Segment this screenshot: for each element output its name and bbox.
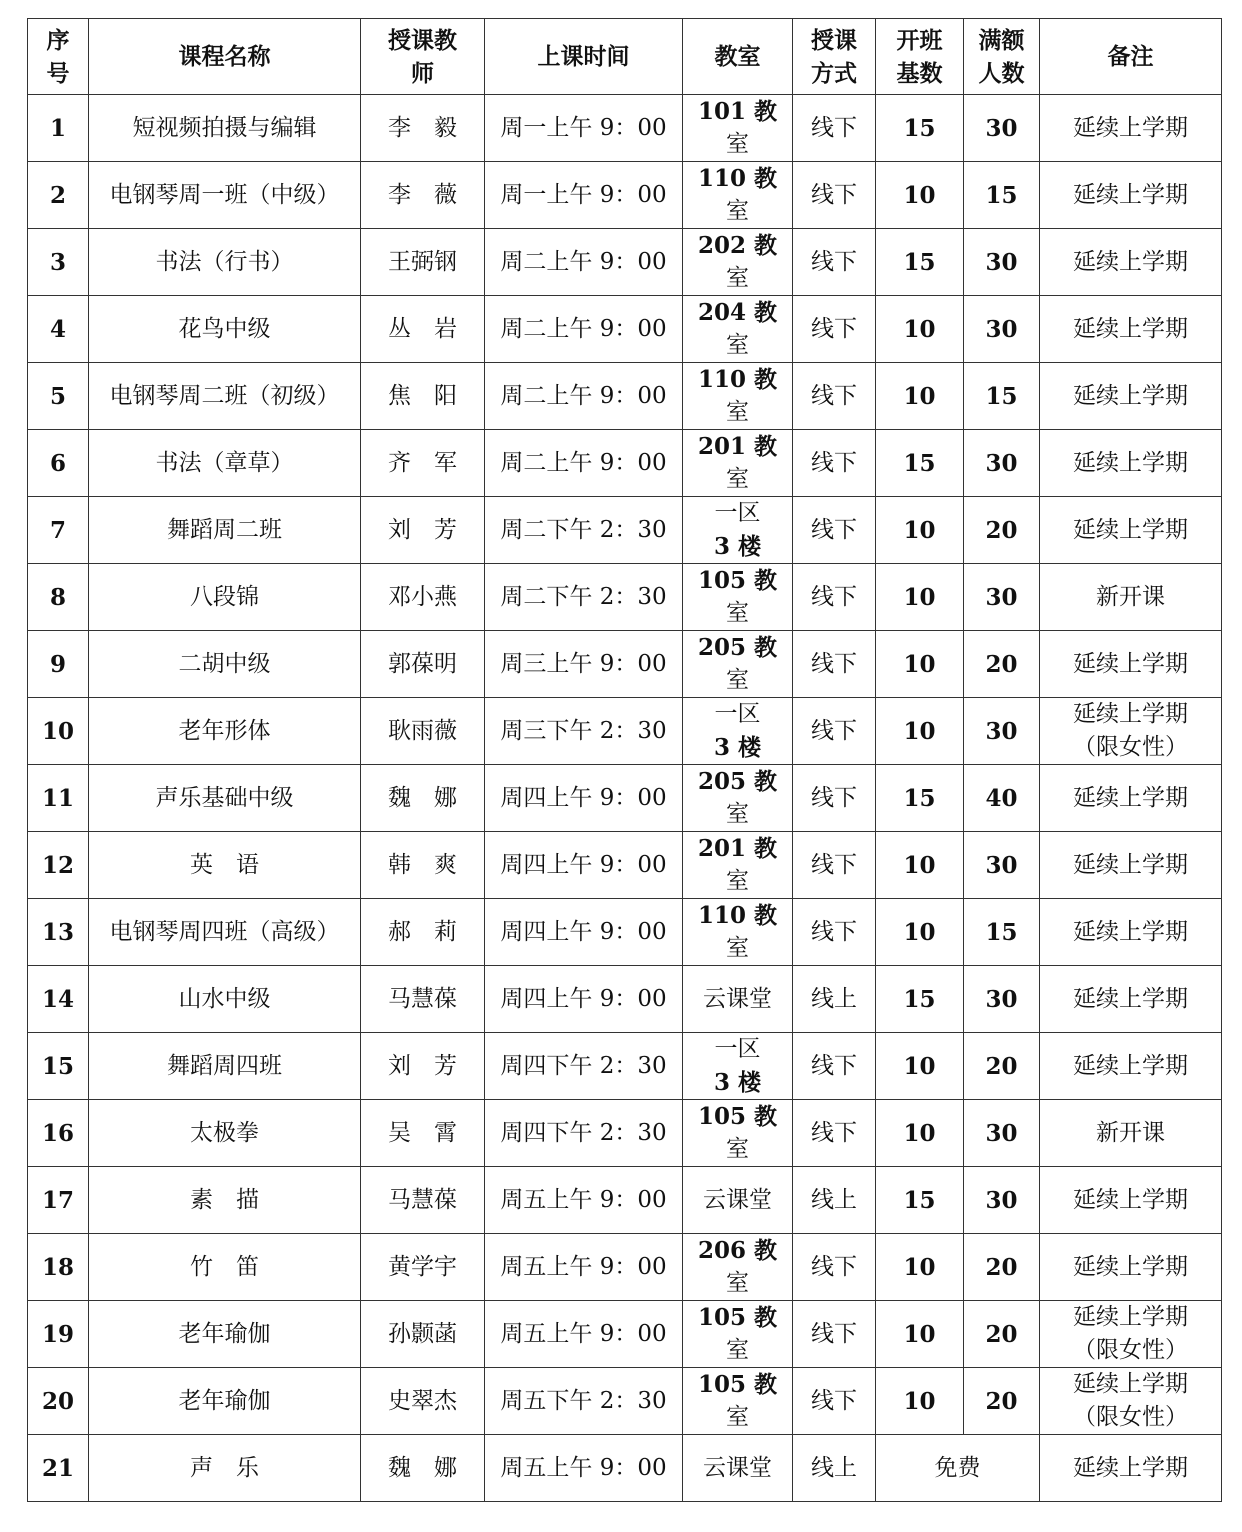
room-line: 206 教 — [697, 1237, 778, 1264]
cell-base: 10 — [876, 899, 964, 966]
header-line: 授课教 — [388, 26, 457, 54]
room-line: 110 教 — [697, 902, 778, 929]
note-line: 延续上学期 — [1073, 985, 1188, 1012]
cell-max: 20 — [964, 1368, 1040, 1435]
cell-base: 10 — [876, 162, 964, 229]
cell-course: 电钢琴周二班（初级） — [89, 363, 361, 430]
cell-time: 周五下午 2：30 — [485, 1368, 683, 1435]
room-line: 105 教 — [697, 1371, 778, 1398]
cell-note — [1040, 899, 1222, 966]
room-line: 一区 — [714, 500, 761, 526]
cell-room — [683, 899, 793, 966]
note-line: 新开课 — [1096, 583, 1165, 610]
cell-teacher: 刘 芳 — [361, 1033, 485, 1100]
note-line: 延续上学期 — [1073, 1454, 1188, 1481]
cell-teacher: 韩 爽 — [361, 832, 485, 899]
cell-merged-quota: 免费 — [876, 1435, 1040, 1502]
cell-room — [683, 564, 793, 631]
cell-time: 周四上午 9：00 — [485, 832, 683, 899]
room-line: 105 教 — [697, 567, 778, 594]
cell-teacher: 魏 娜 — [361, 1435, 485, 1502]
room-line: 云课堂 — [703, 985, 772, 1012]
cell-mode: 线上 — [793, 1435, 876, 1502]
cell-course: 竹 笛 — [89, 1234, 361, 1301]
cell-room — [683, 832, 793, 899]
room-line: 105 教 — [697, 1103, 778, 1130]
note-line: （限女性） — [1073, 1337, 1188, 1363]
room-line: 室 — [726, 332, 749, 358]
cell-time: 周五上午 9：00 — [485, 1234, 683, 1301]
room-line: 室 — [726, 600, 749, 626]
cell-note — [1040, 229, 1222, 296]
cell-room — [683, 363, 793, 430]
cell-teacher: 马慧葆 — [361, 966, 485, 1033]
cell-mode: 线下 — [793, 430, 876, 497]
cell-teacher: 焦 阳 — [361, 363, 485, 430]
header-line: 序 — [46, 26, 70, 54]
cell-teacher: 郭葆明 — [361, 631, 485, 698]
table-body — [28, 95, 1222, 1502]
cell-no: 2 — [28, 162, 89, 229]
table-row — [28, 698, 1222, 765]
cell-teacher: 郝 莉 — [361, 899, 485, 966]
cell-time: 周一上午 9：00 — [485, 95, 683, 162]
note-line: 延续上学期 — [1073, 851, 1188, 878]
cell-course: 舞蹈周二班 — [89, 497, 361, 564]
note-line: 延续上学期 — [1073, 701, 1188, 727]
cell-room — [683, 430, 793, 497]
cell-no: 10 — [28, 698, 89, 765]
room-line: 204 教 — [697, 299, 778, 326]
header-line: 授课 — [811, 26, 857, 54]
cell-base: 10 — [876, 1033, 964, 1100]
room-line: 室 — [726, 399, 749, 425]
cell-course: 素 描 — [89, 1167, 361, 1234]
note-line: 延续上学期 — [1073, 1304, 1188, 1330]
cell-mode: 线下 — [793, 229, 876, 296]
cell-note — [1040, 698, 1222, 765]
cell-room — [683, 1301, 793, 1368]
header-col-note — [1040, 19, 1222, 95]
cell-time: 周四上午 9：00 — [485, 765, 683, 832]
cell-base: 15 — [876, 229, 964, 296]
cell-no: 8 — [28, 564, 89, 631]
cell-no: 5 — [28, 363, 89, 430]
cell-room — [683, 1234, 793, 1301]
cell-room — [683, 966, 793, 1033]
note-line: （限女性） — [1073, 1404, 1188, 1430]
cell-base: 10 — [876, 497, 964, 564]
cell-note — [1040, 1368, 1222, 1435]
cell-mode: 线上 — [793, 1167, 876, 1234]
cell-teacher: 孙颢菡 — [361, 1301, 485, 1368]
cell-base: 10 — [876, 1368, 964, 1435]
header-col-teacher — [361, 19, 485, 95]
cell-note — [1040, 966, 1222, 1033]
cell-time: 周五上午 9：00 — [485, 1435, 683, 1502]
header-line: 基数 — [896, 59, 943, 87]
room-line: 室 — [726, 466, 749, 492]
header-line: 开班 — [896, 26, 943, 54]
cell-teacher: 李 毅 — [361, 95, 485, 162]
header-line: 人数 — [978, 59, 1025, 87]
cell-max: 30 — [964, 564, 1040, 631]
room-line: 室 — [726, 868, 749, 894]
note-line: 延续上学期 — [1073, 114, 1188, 141]
cell-mode: 线下 — [793, 765, 876, 832]
cell-time: 周五上午 9：00 — [485, 1167, 683, 1234]
table-row — [28, 229, 1222, 296]
cell-note — [1040, 95, 1222, 162]
cell-teacher: 王弼钢 — [361, 229, 485, 296]
room-line: 室 — [726, 198, 749, 224]
cell-room — [683, 1033, 793, 1100]
cell-mode: 线下 — [793, 1301, 876, 1368]
cell-course: 英 语 — [89, 832, 361, 899]
table-row — [28, 430, 1222, 497]
note-line: 延续上学期 — [1073, 315, 1188, 342]
cell-base: 10 — [876, 698, 964, 765]
table-row — [28, 899, 1222, 966]
room-line: 3 楼 — [713, 1069, 761, 1096]
room-line: 云课堂 — [703, 1186, 772, 1213]
cell-note — [1040, 1301, 1222, 1368]
cell-mode: 线下 — [793, 564, 876, 631]
room-line: 201 教 — [697, 835, 778, 862]
cell-base: 15 — [876, 966, 964, 1033]
cell-max: 30 — [964, 832, 1040, 899]
cell-course: 声乐基础中级 — [89, 765, 361, 832]
cell-mode: 线下 — [793, 1368, 876, 1435]
cell-note — [1040, 1167, 1222, 1234]
room-line: 一区 — [714, 1036, 761, 1062]
cell-max: 30 — [964, 1100, 1040, 1167]
cell-no: 17 — [28, 1167, 89, 1234]
cell-mode: 线下 — [793, 832, 876, 899]
cell-time: 周二上午 9：00 — [485, 296, 683, 363]
note-line: 延续上学期 — [1073, 382, 1188, 409]
cell-no: 20 — [28, 1368, 89, 1435]
cell-max: 30 — [964, 430, 1040, 497]
cell-course: 山水中级 — [89, 966, 361, 1033]
header-line: 师 — [411, 59, 434, 87]
header-col-mode — [793, 19, 876, 95]
cell-no: 15 — [28, 1033, 89, 1100]
cell-note — [1040, 631, 1222, 698]
cell-mode: 线下 — [793, 363, 876, 430]
cell-room — [683, 1435, 793, 1502]
cell-max: 40 — [964, 765, 1040, 832]
cell-course: 太极拳 — [89, 1100, 361, 1167]
note-line: 延续上学期 — [1073, 516, 1188, 543]
table-row — [28, 162, 1222, 229]
note-line: 新开课 — [1096, 1119, 1165, 1146]
cell-max: 30 — [964, 229, 1040, 296]
cell-time: 周二上午 9：00 — [485, 229, 683, 296]
note-line: 延续上学期 — [1073, 650, 1188, 677]
cell-course: 老年瑜伽 — [89, 1368, 361, 1435]
cell-mode: 线下 — [793, 899, 876, 966]
table-row — [28, 631, 1222, 698]
table-row — [28, 1167, 1222, 1234]
note-line: 延续上学期 — [1073, 1253, 1188, 1280]
cell-course: 舞蹈周四班 — [89, 1033, 361, 1100]
cell-course: 书法（章草） — [89, 430, 361, 497]
cell-time: 周四上午 9：00 — [485, 966, 683, 1033]
cell-max: 30 — [964, 296, 1040, 363]
room-line: 室 — [726, 1136, 749, 1162]
room-line: 室 — [726, 1270, 749, 1296]
room-line: 205 教 — [697, 634, 778, 661]
cell-time: 周二上午 9：00 — [485, 363, 683, 430]
cell-base: 15 — [876, 95, 964, 162]
table-row — [28, 1435, 1222, 1502]
cell-note — [1040, 832, 1222, 899]
header-col-max — [964, 19, 1040, 95]
cell-teacher: 齐 军 — [361, 430, 485, 497]
table-row — [28, 1301, 1222, 1368]
cell-course: 电钢琴周一班（中级） — [89, 162, 361, 229]
room-line: 室 — [726, 935, 749, 961]
cell-course: 花鸟中级 — [89, 296, 361, 363]
cell-teacher: 刘 芳 — [361, 497, 485, 564]
cell-course: 声 乐 — [89, 1435, 361, 1502]
header-col-base — [876, 19, 964, 95]
table-row — [28, 765, 1222, 832]
header-line: 方式 — [811, 59, 857, 87]
note-line: 延续上学期 — [1073, 918, 1188, 945]
room-line: 室 — [726, 1337, 749, 1363]
cell-course: 老年瑜伽 — [89, 1301, 361, 1368]
cell-room — [683, 765, 793, 832]
cell-teacher: 丛 岩 — [361, 296, 485, 363]
cell-mode: 线下 — [793, 1100, 876, 1167]
cell-base: 10 — [876, 1301, 964, 1368]
cell-no: 19 — [28, 1301, 89, 1368]
cell-time: 周四下午 2：30 — [485, 1100, 683, 1167]
table-row — [28, 497, 1222, 564]
cell-max: 30 — [964, 966, 1040, 1033]
cell-base: 10 — [876, 564, 964, 631]
cell-no: 6 — [28, 430, 89, 497]
cell-no: 21 — [28, 1435, 89, 1502]
room-line: 室 — [726, 1404, 749, 1430]
cell-course: 短视频拍摄与编辑 — [89, 95, 361, 162]
cell-no: 7 — [28, 497, 89, 564]
cell-no: 1 — [28, 95, 89, 162]
cell-max: 30 — [964, 95, 1040, 162]
room-line: 一区 — [714, 701, 761, 727]
header-col-no — [28, 19, 89, 95]
cell-base: 10 — [876, 363, 964, 430]
note-line: 延续上学期 — [1073, 1052, 1188, 1079]
cell-room — [683, 497, 793, 564]
cell-mode: 线下 — [793, 1033, 876, 1100]
cell-room — [683, 296, 793, 363]
header-line: 号 — [46, 59, 70, 87]
note-line: （限女性） — [1073, 734, 1188, 760]
cell-max: 20 — [964, 631, 1040, 698]
cell-time: 周四下午 2：30 — [485, 1033, 683, 1100]
room-line: 110 教 — [697, 366, 778, 393]
cell-room — [683, 229, 793, 296]
cell-time: 周二上午 9：00 — [485, 430, 683, 497]
room-line: 室 — [726, 667, 749, 693]
cell-teacher: 李 薇 — [361, 162, 485, 229]
table-row — [28, 363, 1222, 430]
cell-time: 周三上午 9：00 — [485, 631, 683, 698]
cell-time: 周五上午 9：00 — [485, 1301, 683, 1368]
room-line: 202 教 — [697, 232, 778, 259]
cell-note — [1040, 1234, 1222, 1301]
cell-base: 15 — [876, 765, 964, 832]
cell-room — [683, 698, 793, 765]
room-line: 云课堂 — [703, 1454, 772, 1481]
cell-teacher: 史翠杰 — [361, 1368, 485, 1435]
header-line: 满额 — [978, 26, 1025, 54]
cell-room — [683, 162, 793, 229]
room-line: 205 教 — [697, 768, 778, 795]
table-row — [28, 1033, 1222, 1100]
cell-note — [1040, 1100, 1222, 1167]
cell-no: 4 — [28, 296, 89, 363]
cell-room — [683, 1368, 793, 1435]
note-line: 延续上学期 — [1073, 449, 1188, 476]
cell-no: 3 — [28, 229, 89, 296]
cell-note — [1040, 430, 1222, 497]
header-line: 备注 — [1107, 43, 1154, 70]
table-row — [28, 832, 1222, 899]
cell-mode: 线下 — [793, 95, 876, 162]
cell-room — [683, 95, 793, 162]
cell-note — [1040, 1435, 1222, 1502]
cell-course: 书法（行书） — [89, 229, 361, 296]
room-line: 3 楼 — [713, 533, 761, 560]
cell-teacher: 邓小燕 — [361, 564, 485, 631]
cell-time: 周二下午 2：30 — [485, 564, 683, 631]
cell-mode: 线上 — [793, 966, 876, 1033]
cell-max: 20 — [964, 1033, 1040, 1100]
cell-max: 30 — [964, 698, 1040, 765]
note-line: 延续上学期 — [1073, 1371, 1188, 1397]
cell-course: 二胡中级 — [89, 631, 361, 698]
cell-teacher: 黄学宇 — [361, 1234, 485, 1301]
cell-max: 15 — [964, 363, 1040, 430]
cell-note — [1040, 363, 1222, 430]
cell-max: 15 — [964, 899, 1040, 966]
note-line: 延续上学期 — [1073, 784, 1188, 811]
cell-no: 18 — [28, 1234, 89, 1301]
cell-room — [683, 1167, 793, 1234]
cell-course: 电钢琴周四班（高级） — [89, 899, 361, 966]
cell-room — [683, 1100, 793, 1167]
cell-mode: 线下 — [793, 698, 876, 765]
cell-max: 15 — [964, 162, 1040, 229]
table-row — [28, 564, 1222, 631]
cell-mode: 线下 — [793, 1234, 876, 1301]
cell-teacher: 马慧葆 — [361, 1167, 485, 1234]
cell-teacher: 魏 娜 — [361, 765, 485, 832]
cell-teacher: 耿雨薇 — [361, 698, 485, 765]
cell-base: 10 — [876, 296, 964, 363]
header-line: 教室 — [714, 43, 761, 70]
room-line: 室 — [726, 801, 749, 827]
cell-no: 13 — [28, 899, 89, 966]
note-line: 延续上学期 — [1073, 181, 1188, 208]
cell-base: 15 — [876, 430, 964, 497]
header-line: 课程名称 — [178, 43, 271, 70]
cell-teacher: 吴 霄 — [361, 1100, 485, 1167]
cell-note — [1040, 162, 1222, 229]
cell-max: 30 — [964, 1167, 1040, 1234]
cell-time: 周四上午 9：00 — [485, 899, 683, 966]
note-line: 延续上学期 — [1073, 1186, 1188, 1213]
table-row — [28, 1100, 1222, 1167]
cell-mode: 线下 — [793, 296, 876, 363]
cell-time: 周三下午 2：30 — [485, 698, 683, 765]
header-col-time — [485, 19, 683, 95]
cell-no: 16 — [28, 1100, 89, 1167]
table-row — [28, 1234, 1222, 1301]
cell-mode: 线下 — [793, 497, 876, 564]
room-line: 105 教 — [697, 1304, 778, 1331]
cell-no: 14 — [28, 966, 89, 1033]
cell-mode: 线下 — [793, 162, 876, 229]
cell-room — [683, 631, 793, 698]
cell-no: 12 — [28, 832, 89, 899]
cell-max: 20 — [964, 1301, 1040, 1368]
cell-base: 10 — [876, 1100, 964, 1167]
room-line: 室 — [726, 265, 749, 291]
cell-time: 周二下午 2：30 — [485, 497, 683, 564]
cell-mode: 线下 — [793, 631, 876, 698]
room-line: 110 教 — [697, 165, 778, 192]
cell-base: 15 — [876, 1167, 964, 1234]
cell-note — [1040, 765, 1222, 832]
cell-no: 11 — [28, 765, 89, 832]
course-schedule-table — [27, 18, 1222, 1502]
cell-no: 9 — [28, 631, 89, 698]
cell-note — [1040, 564, 1222, 631]
cell-course: 老年形体 — [89, 698, 361, 765]
cell-note — [1040, 296, 1222, 363]
cell-time: 周一上午 9：00 — [485, 162, 683, 229]
table-row — [28, 966, 1222, 1033]
table-header — [28, 19, 1222, 95]
cell-max: 20 — [964, 1234, 1040, 1301]
room-line: 201 教 — [697, 433, 778, 460]
cell-note — [1040, 1033, 1222, 1100]
room-line: 101 教 — [697, 98, 778, 125]
cell-base: 10 — [876, 832, 964, 899]
cell-max: 20 — [964, 497, 1040, 564]
cell-course: 八段锦 — [89, 564, 361, 631]
cell-base: 10 — [876, 1234, 964, 1301]
table-row — [28, 95, 1222, 162]
table-row — [28, 296, 1222, 363]
cell-note — [1040, 497, 1222, 564]
cell-base: 10 — [876, 631, 964, 698]
header-line: 上课时间 — [537, 43, 630, 70]
header-col-room — [683, 19, 793, 95]
header-row — [28, 19, 1222, 95]
room-line: 室 — [726, 131, 749, 157]
table-row — [28, 1368, 1222, 1435]
header-col-course — [89, 19, 361, 95]
room-line: 3 楼 — [713, 734, 761, 761]
note-line: 延续上学期 — [1073, 248, 1188, 275]
